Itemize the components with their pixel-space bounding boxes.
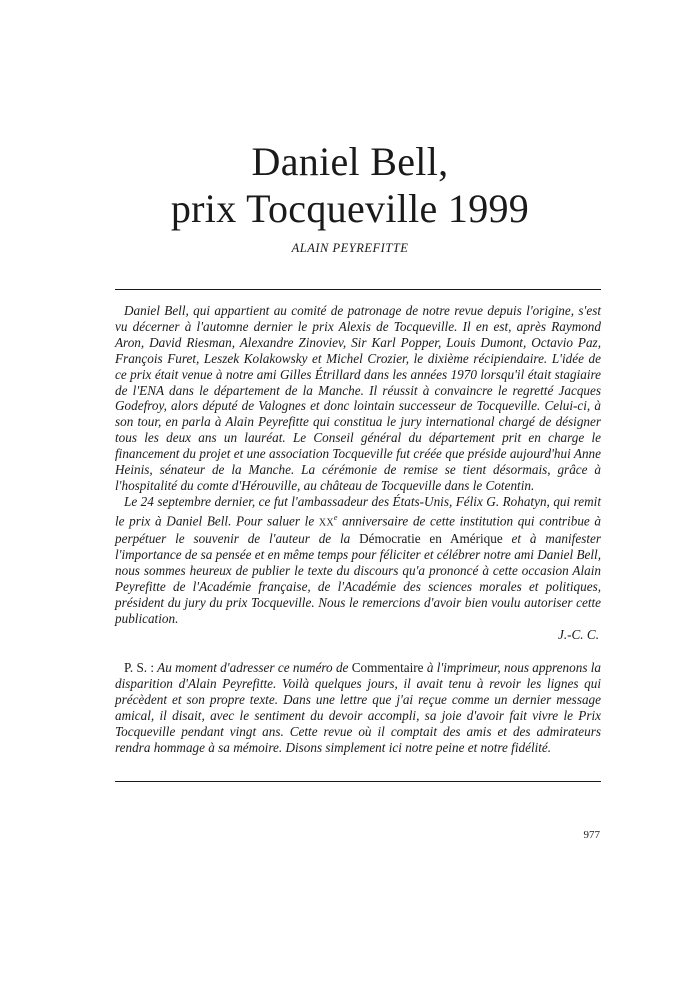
page-number: 977 <box>583 829 600 841</box>
editor-signature: J.-C. C. <box>557 627 599 642</box>
intro-paragraph-2-part-3: et à manifester l'importance de sa pensée et en même temps pour féliciter et célébrer notre ami Daniel Bell, nous sommes heureux de publier le texte du discours qu'a prononcé à cette occasion Alain Peyrefitte de l'Académie française, de l'Académie des sciences morales et politiques, président du jury du prix Tocqueville. Nous le remercions d'avoir bien voulu autoriser cette publication. <box>115 531 601 626</box>
top-divider <box>115 289 601 290</box>
intro-paragraph-1: Daniel Bell, qui appartient au comité de patronage de notre revue depuis l'origine, s'est vu décerner à l'automne dernier le prix Alexis de Tocqueville. Il en est, après Raymond Aron, David Riesman, Alexandre Zinoviev, Sir Karl Popper, Louis Dumont, Octavio Paz, François Furet, Leszek Kolakowsky et Michel Crozier, le dixième récipiendaire. L'idée de ce prix était venue à notre ami Gilles Étrillard dans les années 1970 lorsqu'il était stagiaire de l'ENA dans le département de la Manche. Il réussit à convaincre le regretté Jacques Godefroy, alors député de Valognes et donc lointain successeur de Tocqueville. Celui-ci, à son tour, en parla à Alain Peyrefitte qui constitua le jury international chargé de désigner tous les deux ans un lauréat. Le Conseil général du département prit en charge le financement du projet et une association Tocqueville fut créée que préside aujourd'hui Anne Heinis, sénateur de la Manche. La cérémonie de remise se tient désormais, grâce à l'hospitalité du comte d'Hérouville, au château de Tocqueville dans le Cotentin. <box>115 303 601 493</box>
editorial-introduction <box>115 303 601 627</box>
article-title <box>0 138 700 232</box>
intro-paragraph-2 <box>115 494 601 627</box>
ordinal-suffix: e <box>333 512 338 522</box>
article-title-line-2: prix Tocqueville 1999 <box>170 186 530 231</box>
postscript-text-part-2: à l'imprimeur, nous apprenons la disparition d'Alain Peyrefitte. Voilà quelques jours, il avait tenu à revoir les lignes qui précèdent et son propre texte. Dans une lettre que j'ai reçue comme un dernier message amical, il disait, avec le sentiment du devoir accompli, sa joie d'avoir fait vivre le Prix Tocqueville pendant vingt ans. Cette revue où il comptait des amis et des admirateurs rendra hommage à sa mémoire. Disons simplement ici notre peine et notre fidélité. <box>115 660 602 755</box>
intro-paragraph-2-part-2: anniversaire de cette institution qui contribue à perpétuer le souvenir de l'auteur de la <box>115 513 602 547</box>
work-title: Démocratie en Amérique <box>359 531 503 547</box>
bottom-divider <box>115 781 601 782</box>
journal-name: Commentaire <box>351 660 424 675</box>
postscript-text-part-1: Au moment d'adresser ce numéro de <box>154 660 352 675</box>
roman-numeral: XX <box>318 517 334 529</box>
article-author: ALAIN PEYREFITTE <box>291 241 409 255</box>
postscript-label: P. S. : <box>124 660 155 675</box>
article-title-line-1: Daniel Bell, <box>251 139 449 184</box>
postscript <box>115 660 601 755</box>
intro-paragraph-2-part-1: Le 24 septembre dernier, ce fut l'ambassadeur des États-Unis, Félix G. Rohatyn, qui remit le prix à Daniel Bell. Pour saluer le <box>115 493 601 529</box>
